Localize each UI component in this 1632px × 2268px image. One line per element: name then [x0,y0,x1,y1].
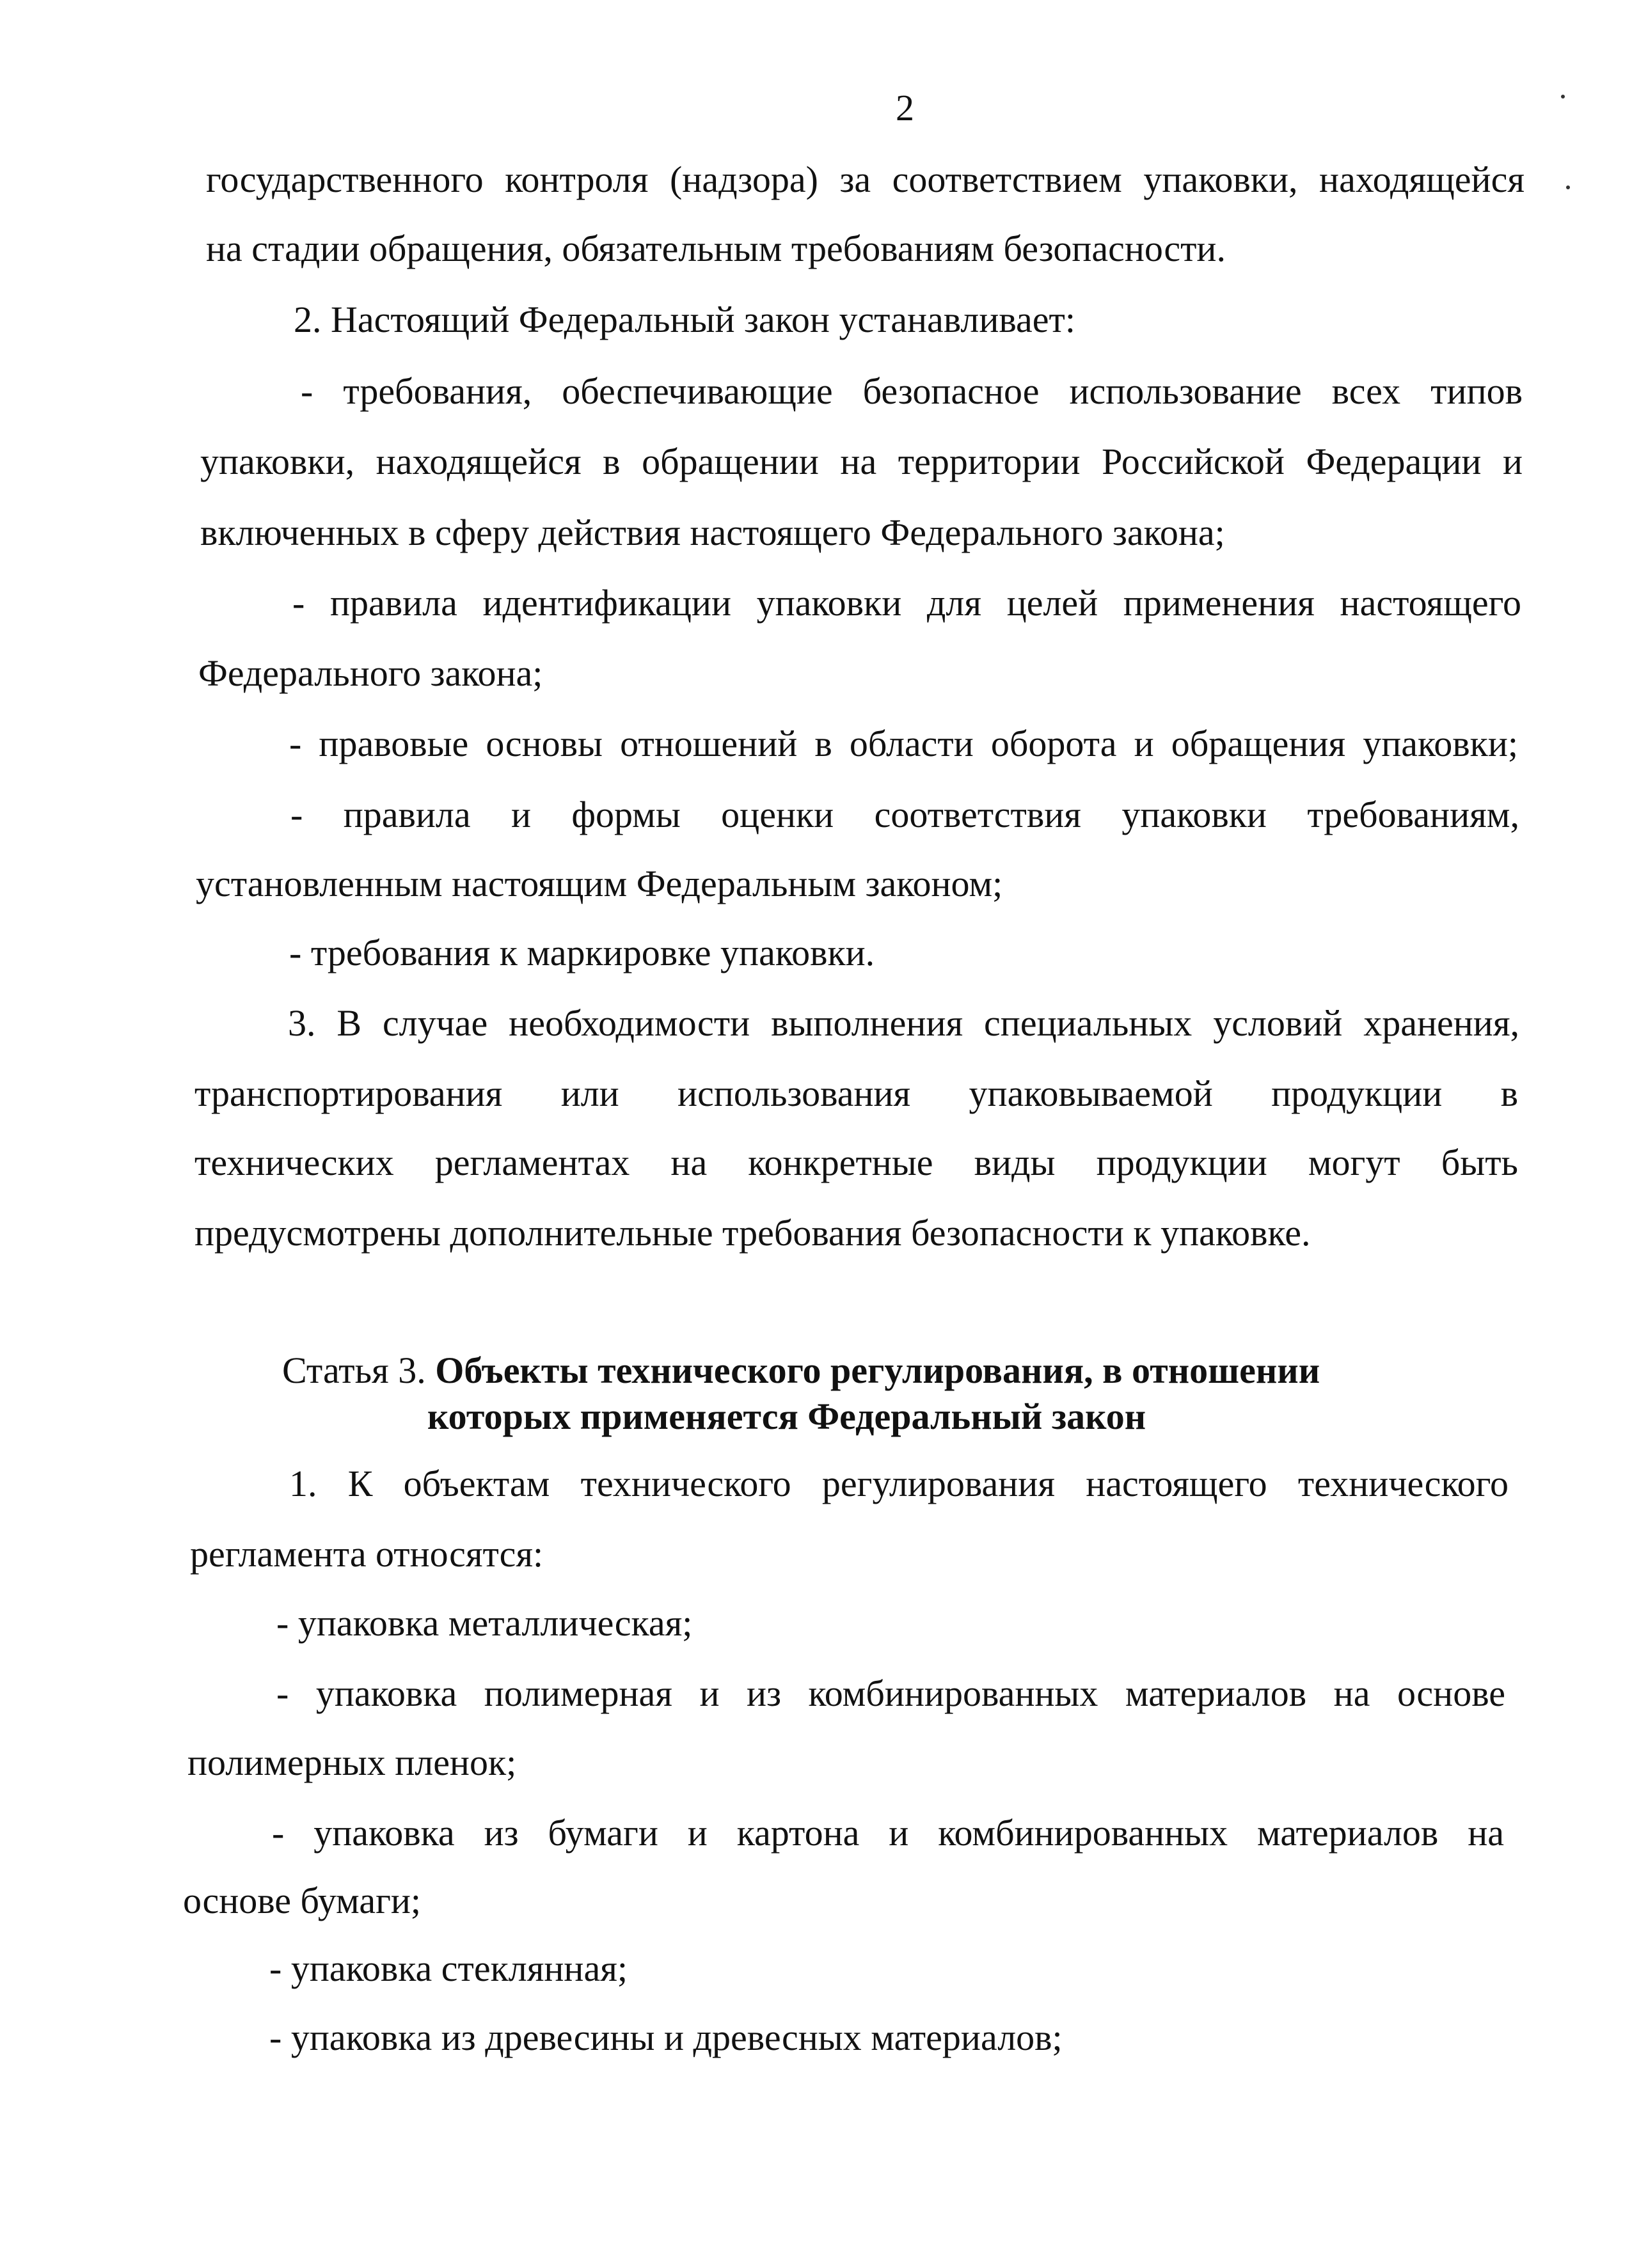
text-line: 2. Настоящий Федеральный закон устанавливает: [294,299,1075,340]
scan-speck [1566,185,1570,189]
text-line: 3. В случае необходимости выполнения специальных условий хранения, [288,1002,1519,1044]
article-title-continued: которых применяется Федеральный закон [427,1396,1146,1437]
scan-speck [1561,95,1565,98]
text-line: основе бумаги; [183,1880,422,1921]
article-label: Статья 3. [282,1350,436,1391]
text-line: регламента относятся: [190,1533,544,1575]
text-line: установленным настоящим Федеральным законом; [196,863,1003,904]
text-line: - требования к маркировке упаковки. [289,932,875,973]
list-item: - упаковка из древесины и древесных материалов; [269,2017,1063,2058]
text-line: - правила и формы оценки соответствия упаковки требованиям, [290,794,1519,835]
text-line: включенных в сферу действия настоящего Федерального закона; [200,512,1225,553]
text-line: - правила идентификации упаковки для целей применения настоящего [292,582,1521,624]
text-line: государственного контроля (надзора) за соответствием упаковки, находящейся [206,159,1525,200]
text-line: упаковки, находящейся в обращении на территории Российской Федерации и [200,441,1523,482]
list-item: - упаковка из бумаги и картона и комбинированных материалов на [272,1812,1504,1854]
text-line: 1. К объектам технического регулирования настоящего технического [289,1463,1509,1504]
page-number: 2 [896,87,914,129]
text-line: технических регламентах на конкретные виды продукции могут быть [194,1142,1518,1183]
article-title: Объекты технического регулирования, в отношении [435,1350,1320,1391]
text-line: Федерального закона; [198,652,543,694]
list-item: - упаковка полимерная и из комбинированных материалов на основе [276,1673,1505,1714]
list-item: - упаковка металлическая; [276,1602,693,1644]
text-line: на стадии обращения, обязательным требованиям безопасности. [206,228,1226,269]
text-line: полимерных пленок; [187,1742,517,1783]
text-line: предусмотрены дополнительные требования безопасности к упаковке. [194,1212,1311,1254]
text-line: - требования, обеспечивающие безопасное использование всех типов [301,370,1523,412]
list-item: - упаковка стеклянная; [269,1948,628,1989]
text-line: транспортирования или использования упаковываемой продукции в [194,1073,1518,1114]
text-line: - правовые основы отношений в области оборота и обращения упаковки; [289,723,1518,764]
article-heading [282,1348,1320,1394]
